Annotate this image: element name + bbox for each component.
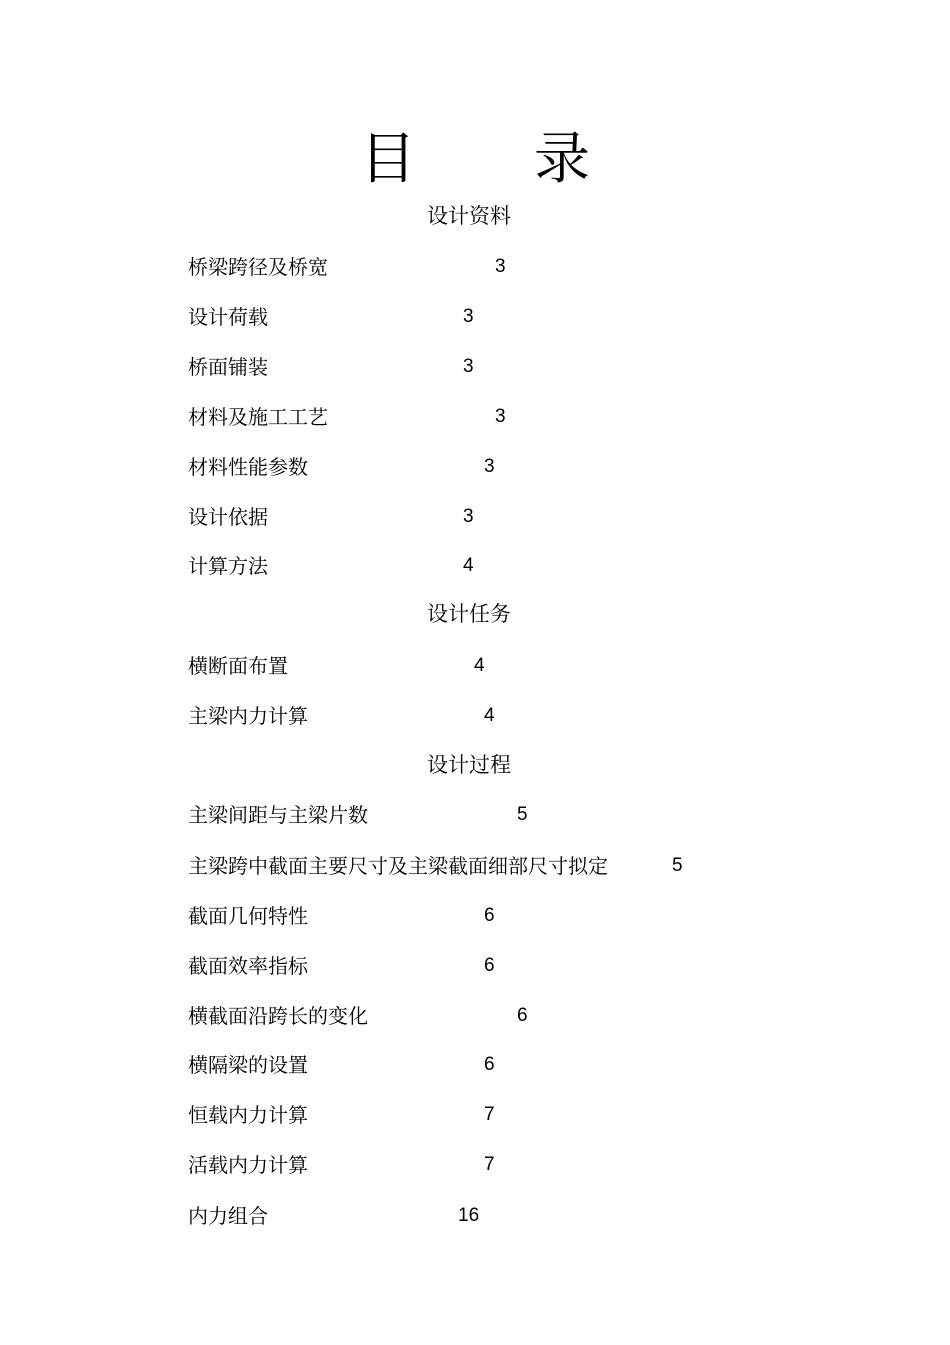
toc-entry-label: 恒载内力计算: [188, 1103, 308, 1127]
toc-entry-page: 5: [517, 804, 528, 825]
toc-entry[interactable]: [188, 902, 308, 930]
section-heading-design-process: 设计过程: [427, 753, 511, 777]
toc-entry-label: 截面效率指标: [188, 954, 308, 978]
toc-entry-page: 3: [463, 356, 474, 377]
toc-entry-label: 计算方法: [188, 554, 268, 578]
toc-entry-label: 活载内力计算: [188, 1153, 308, 1177]
page-title: [0, 128, 950, 192]
toc-entry-label: 主梁内力计算: [188, 704, 308, 728]
toc-entry[interactable]: [188, 1051, 308, 1079]
toc-entry[interactable]: [188, 253, 328, 281]
toc-entry-page: 3: [495, 256, 506, 277]
toc-entry-page: 16: [458, 1205, 480, 1226]
toc-entry-label: 横断面布置: [188, 654, 288, 678]
toc-entry-label: 内力组合: [188, 1204, 268, 1228]
toc-entry[interactable]: [188, 1202, 268, 1230]
title-char-2: 录: [534, 127, 590, 192]
toc-entry-label: 横截面沿跨长的变化: [188, 1004, 368, 1028]
section-heading-design-task: 设计任务: [427, 602, 511, 626]
toc-entry[interactable]: [188, 1101, 308, 1129]
toc-entry-page: 3: [463, 506, 474, 527]
toc-entry-label: 截面几何特性: [188, 904, 308, 928]
toc-entry[interactable]: [188, 403, 328, 431]
toc-entry[interactable]: [188, 801, 368, 829]
toc-entry[interactable]: [188, 453, 308, 481]
toc-entry-page: 6: [484, 955, 495, 976]
toc-entry-label: 设计荷载: [188, 305, 268, 329]
toc-entry[interactable]: [188, 1002, 368, 1030]
title-char-1: 目: [360, 127, 416, 192]
toc-entry-page: 3: [495, 406, 506, 427]
toc-entry[interactable]: [188, 852, 608, 880]
toc-entry-label: 设计依据: [188, 505, 268, 529]
toc-entry-label: 桥面铺装: [188, 355, 268, 379]
toc-entry-page: 4: [474, 655, 485, 676]
toc-entry-page: 6: [517, 1005, 528, 1026]
toc-entry-page: 3: [463, 306, 474, 327]
toc-entry-page: 7: [484, 1104, 495, 1125]
toc-entry-label: 主梁间距与主梁片数: [188, 803, 368, 827]
toc-entry[interactable]: [188, 503, 268, 531]
toc-entry-label: 材料性能参数: [188, 455, 308, 479]
toc-entry-page: 6: [484, 905, 495, 926]
toc-entry-label: 横隔梁的设置: [188, 1053, 308, 1077]
toc-entry-page: 5: [672, 855, 683, 876]
section-heading-design-data: 设计资料: [427, 204, 511, 228]
toc-entry[interactable]: [188, 1151, 308, 1179]
toc-entry[interactable]: [188, 702, 308, 730]
toc-entry-page: 6: [484, 1054, 495, 1075]
toc-entry-label: 桥梁跨径及桥宽: [188, 255, 328, 279]
toc-entry-label: 主梁跨中截面主要尺寸及主梁截面细部尺寸拟定: [188, 854, 608, 878]
toc-entry-page: 3: [484, 456, 495, 477]
toc-entry-page: 7: [484, 1154, 495, 1175]
toc-entry[interactable]: [188, 303, 268, 331]
toc-entry-page: 4: [463, 555, 474, 576]
toc-entry-label: 材料及施工工艺: [188, 405, 328, 429]
toc-entry-page: 4: [484, 705, 495, 726]
toc-entry[interactable]: [188, 552, 268, 580]
toc-entry[interactable]: [188, 652, 288, 680]
toc-entry[interactable]: [188, 353, 268, 381]
toc-entry[interactable]: [188, 952, 308, 980]
